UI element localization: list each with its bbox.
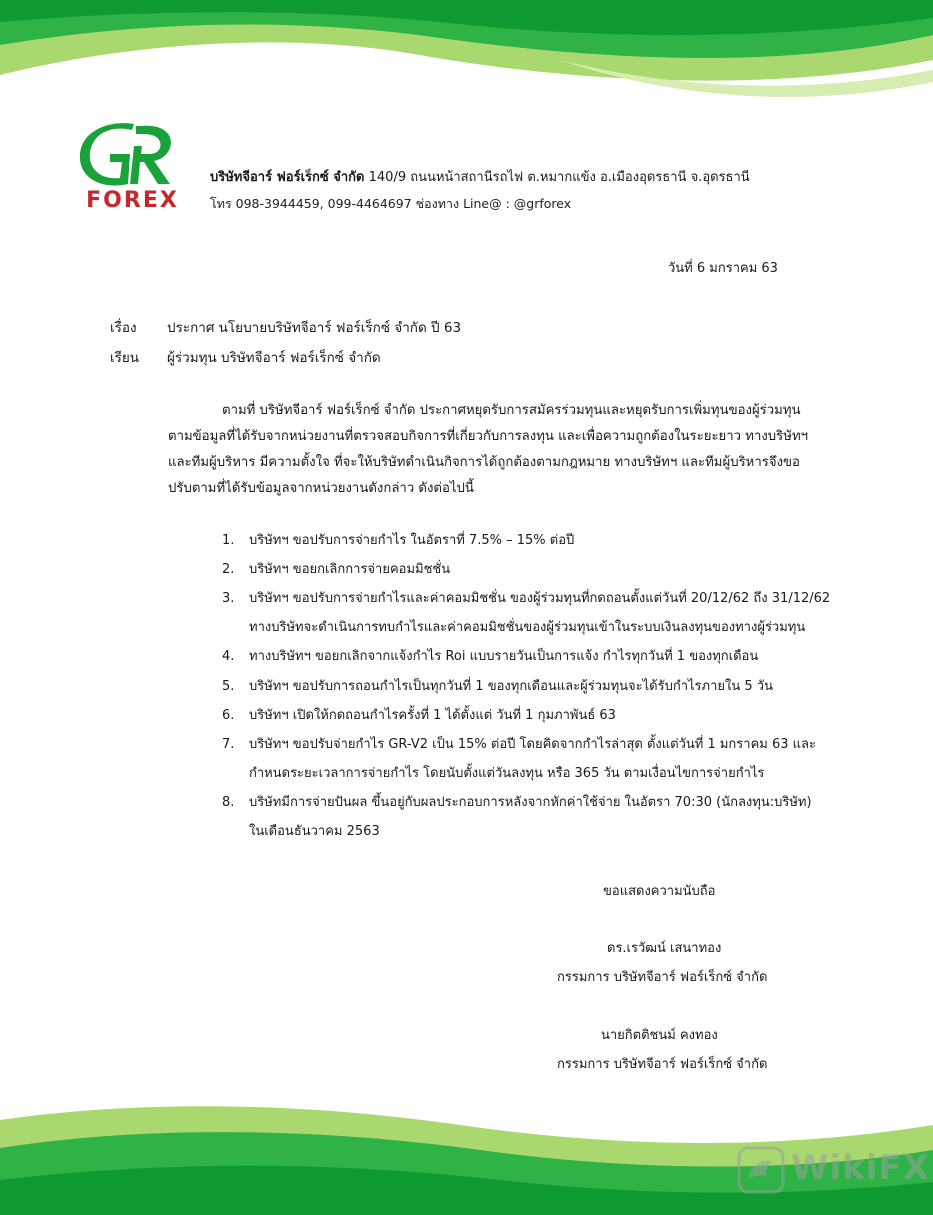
subject-label: เรื่อง xyxy=(110,320,137,336)
logo-wordmark: FOREX xyxy=(86,188,179,213)
list-text: บริษัทฯ ขอยกเลิกการจ่ายคอมมิชชั่น xyxy=(249,562,451,577)
gr-logo-mark-icon xyxy=(70,122,195,192)
intro-line: ตามที่ บริษัทจีอาร์ ฟอร์เร็กซ์ จำกัด ประกาศหยุดรับการสมัครร่วมทุนและหยุดรับการเพิ่มทุนของผู้ร่วมทุน xyxy=(222,403,801,418)
company-contact: โทร 098-3944459, 099-4464697 ช่องทาง Line@ : @grforex xyxy=(210,196,572,211)
list-number: 7. xyxy=(222,737,235,752)
letter-date: วันที่ 6 มกราคม 63 xyxy=(668,261,778,276)
recipient-row xyxy=(110,346,381,368)
subject-row xyxy=(110,316,461,338)
list-text: บริษัทฯ ขอปรับการถอนกำไรเป็นทุกวันที่ 1 ของทุกเดือนและผู้ร่วมทุนจะได้รับกำไรภายใน 5 วัน xyxy=(249,679,773,694)
list-text: บริษัทฯ ขอปรับการจ่ายกำไร ในอัตราที่ 7.5% – 15% ต่อปี xyxy=(249,533,575,548)
list-text: ในเดือนธันวาคม 2563 xyxy=(249,824,380,839)
list-number: 3. xyxy=(222,591,235,606)
list-number: 2. xyxy=(222,562,235,577)
list-text: ทางบริษัทฯ ขอยกเลิกจากแจ้งกำไร Roi แบบรายวันเป็นการแจ้ง กำไรทุกวันที่ 1 ของทุกเดือน xyxy=(249,649,759,664)
intro-line: และทีมผู้บริหาร มีความตั้งใจ ที่จะให้บริษัทดำเนินกิจการได้ถูกต้องตามกฎหมาย ทางบริษัทฯ และทีมผู้บริหารจึงขอ xyxy=(168,455,800,470)
list-number: 5. xyxy=(222,679,235,694)
list-text: กำหนดระยะเวลาการจ่ายกำไร โดยนับตั้งแต่วันลงทุน หรือ 365 วัน ตามเงื่อนไขการจ่ายกำไร xyxy=(249,766,765,781)
recipient-label: เรียน xyxy=(110,350,140,366)
subject-text: ประกาศ นโยบายบริษัทจีอาร์ ฟอร์เร็กซ์ จำกัด ปี 63 xyxy=(167,320,462,336)
closing-regards: ขอแสดงความนับถือ xyxy=(603,884,716,899)
signer1-name: ดร.เรวัฒน์ เสนาทอง xyxy=(607,941,722,956)
intro-line: ปรับตามที่ได้รับข้อมูลจากหน่วยงานดังกล่าว ดังต่อไปนี้ xyxy=(168,481,474,496)
list-number: 6. xyxy=(222,708,235,723)
list-number: 8. xyxy=(222,795,235,810)
list-text: บริษัทฯ เปิดให้กดถอนกำไรครั้งที่ 1 ได้ตั้งแต่ วันที่ 1 กุมภาพันธ์ 63 xyxy=(249,708,616,723)
list-text: บริษัทฯ ขอปรับการจ่ายกำไรและค่าคอมมิชชั่น ของผู้ร่วมทุนที่กดถอนตั้งแต่วันที่ 20/12/62 ถึง 31/12/62 xyxy=(249,591,831,606)
signer2-name: นายกิตติชนม์ คงทอง xyxy=(601,1028,718,1043)
watermark-text: WikiFX xyxy=(791,1148,930,1188)
list-text: บริษัทมีการจ่ายปันผล ขึ้นอยู่กับผลประกอบการหลังจากหักค่าใช้จ่าย ในอัตรา 70:30 (นักลงทุน:บริษัท) xyxy=(249,795,812,810)
signer1-title: กรรมการ บริษัทจีอาร์ ฟอร์เร็กซ์ จำกัด xyxy=(557,970,768,985)
company-address: 140/9 ถนนหน้าสถานีรถไฟ ต.หมากแข้ง อ.เมืองอุดรธานี จ.อุดรธานี xyxy=(368,170,750,185)
list-text: บริษัทฯ ขอปรับจ่ายกำไร GR-V2 เป็น 15% ต่อปี โดยคิดจากกำไรล่าสุด ตั้งแต่วันที่ 1 มกราคม 63 และ xyxy=(249,737,816,752)
intro-line: ตามข้อมูลที่ได้รับจากหน่วยงานที่ตรวจสอบกิจการที่เกี่ยวกับการลงทุน และเพื่อความถูกต้องในระยะยาว ทางบริษัทฯ xyxy=(168,429,809,444)
list-text: ทางบริษัทจะดำเนินการทบกำไรและค่าคอมมิชชั่นของผู้ร่วมทุนเข้าในระบบเงินลงทุนของทางผู้ร่วมทุน xyxy=(249,620,806,635)
company-name: บริษัทจีอาร์ ฟอร์เร็กซ์ จำกัด xyxy=(210,170,365,185)
signer2-title: กรรมการ บริษัทจีอาร์ ฟอร์เร็กซ์ จำกัด xyxy=(557,1057,768,1072)
company-logo xyxy=(70,122,195,217)
watermark-logo-icon xyxy=(737,1146,785,1194)
list-number: 4. xyxy=(222,649,235,664)
intro-paragraph xyxy=(168,398,878,502)
top-wave-decoration xyxy=(0,0,933,110)
list-number: 1. xyxy=(222,533,235,548)
letterhead-address xyxy=(210,166,750,187)
recipient-text: ผู้ร่วมทุน บริษัทจีอาร์ ฟอร์เร็กซ์ จำกัด xyxy=(167,350,381,366)
watermark xyxy=(737,1146,930,1196)
